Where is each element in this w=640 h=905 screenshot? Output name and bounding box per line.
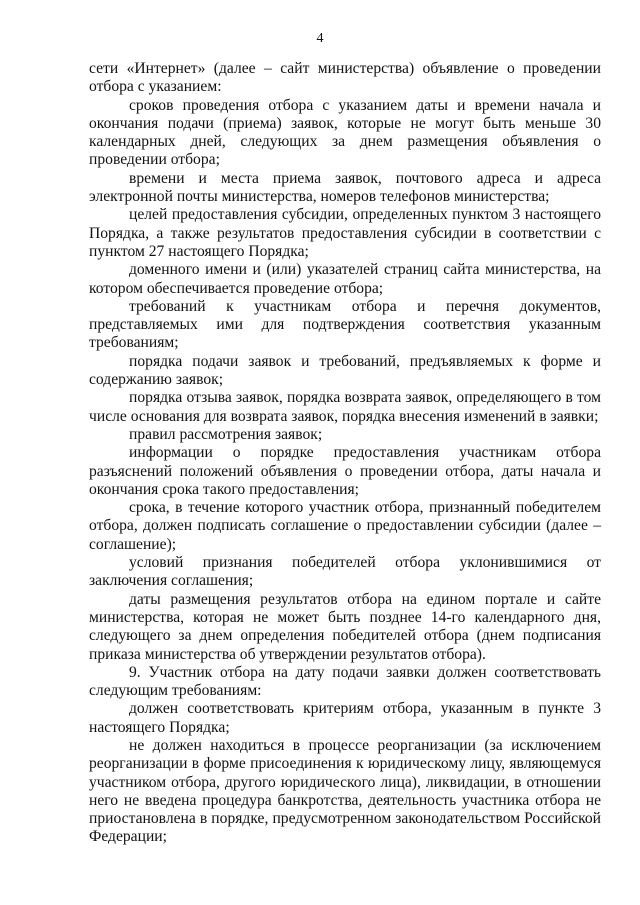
paragraph-domain-name: доменного имени и (или) указателей страниц сайта министерства, на котором обеспечивается проведение отбора; [89, 261, 601, 297]
paragraph-participant-requirements: требований к участникам отбора и перечня документов, представляемых ими для подтверждения соответствия указанным требованиям; [89, 297, 601, 352]
paragraph-agreement-term: срока, в течение которого участник отбора, признанный победителем отбора, должен подписать соглашение о предоставлении субсидии (далее – соглашение); [89, 499, 601, 553]
paragraph-withdrawal-order: порядка отзыва заявок, порядка возврата заявок, определяющего в том числе основания для возврата заявок, порядка внесения изменений в заявки; [89, 389, 601, 425]
page-number: 4 [316, 31, 324, 46]
paragraph-subsidy-goals: целей предоставления субсидии, определенных пунктом 3 настоящего Порядка, а также результатов предоставления субсидии в соответствии с пунктом 27 настоящего Порядка; [89, 206, 601, 260]
paragraph-application-place: времени и места приема заявок, почтового адреса и адреса электронной почты министерства, номеров телефонов министерства; [89, 169, 601, 206]
paragraph-clarifications: информации о порядке предоставления участникам отбора разъяснений положений объявления о проведении отбора, даты начала и окончания срока такого предоставления; [89, 444, 601, 498]
document-body [89, 60, 601, 847]
paragraph-announcement-intro: сети «Интернет» (далее – сайт министерства) объявление о проведении отбора с указанием: [89, 60, 601, 96]
paragraph-review-rules: правил рассмотрения заявок; [129, 425, 323, 443]
paragraph-item-9: 9. Участник отбора на дату подачи заявки должен соответствовать следующим требованиям: [89, 663, 601, 700]
paragraph-results-publication: даты размещения результатов отбора на едином портале и сайте министерства, которая не может быть позднее 14-го календарного дня, следующего за днем определения победителей отбора (днем подписания приказа министерства об утверждении результатов отбора). [89, 590, 601, 663]
paragraph-submission-order: порядка подачи заявок и требований, предъявляемых к форме и содержанию заявок; [89, 352, 601, 389]
paragraph-selection-deadlines: сроков проведения отбора с указанием даты и времени начала и окончания подачи (приема) заявок, которые не могут быть меньше 30 календарных дней, следующих за днем размещения объявления о проведении отбора; [89, 96, 601, 169]
paragraph-evasion-conditions: условий признания победителей отбора уклонившимися от заключения соглашения; [89, 554, 601, 590]
paragraph-criteria-compliance: должен соответствовать критериям отбора, указанным в пункте 3 настоящего Порядка; [89, 700, 601, 736]
paragraph-reorganization: не должен находиться в процессе реорганизации (за исключением реорганизации в форме присоединения к юридическому лицу, являющемуся участником отбора, другого юридического лица), ликвидации, в отношении него не введена процедура банкротства, деятельность участника отбора не приостановлена в порядке, предусмотренном законодательством Российской Федерации; [89, 736, 601, 846]
